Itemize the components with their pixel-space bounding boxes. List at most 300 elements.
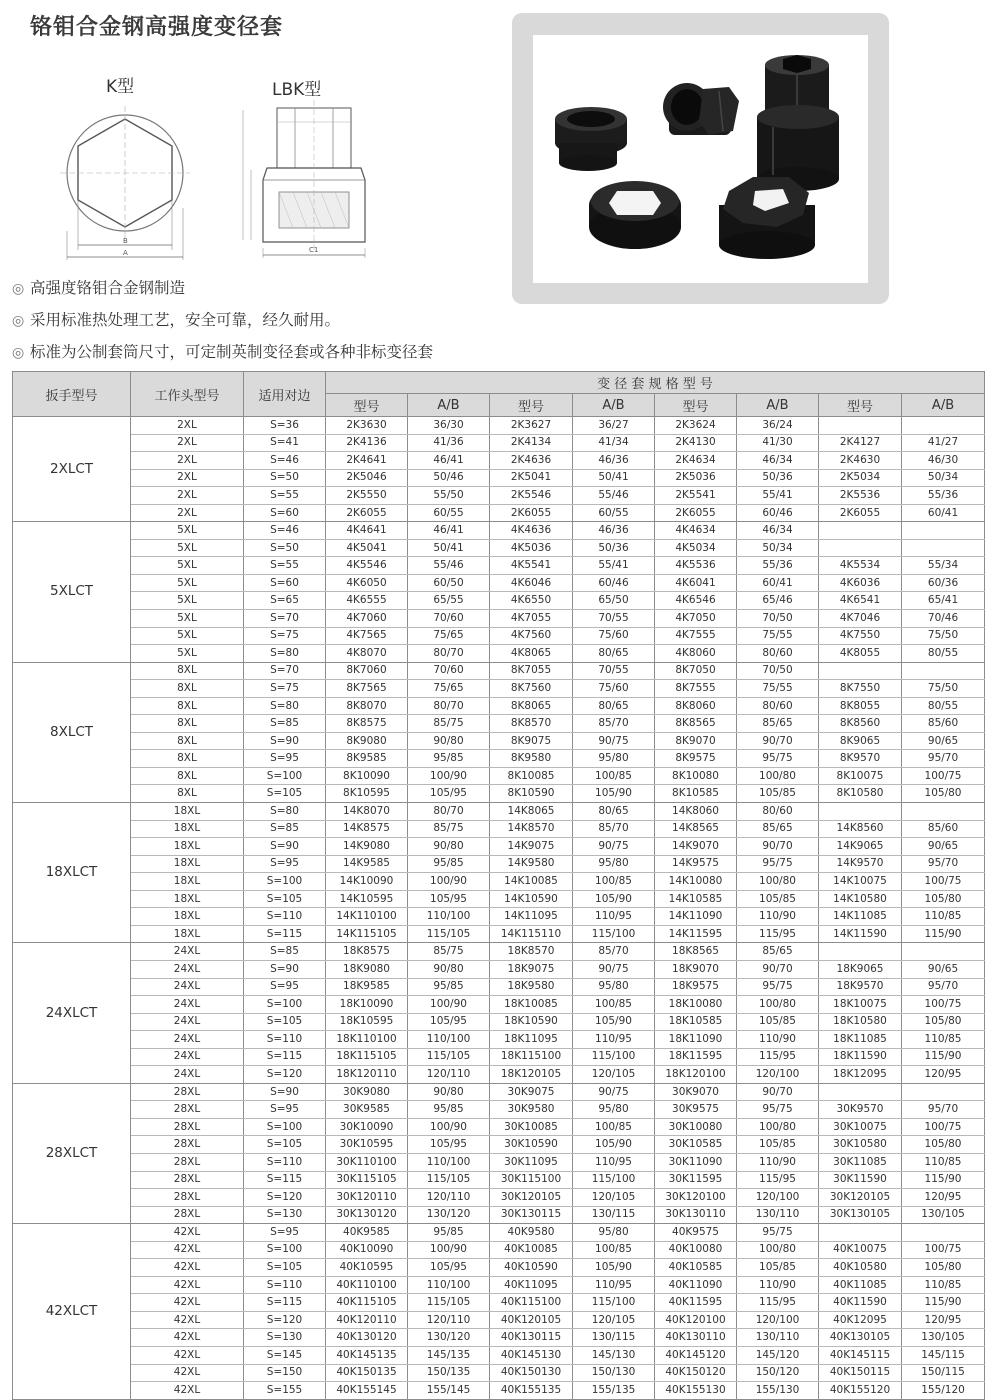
table-cell: 4K5534: [819, 557, 902, 575]
table-cell: 110/95: [573, 908, 655, 926]
table-cell: 115/100: [573, 1048, 655, 1066]
table-cell: 42XL: [131, 1241, 244, 1259]
table-cell: 18K11085: [819, 1031, 902, 1049]
table-cell: 40K115105: [326, 1294, 408, 1312]
table-cell: S=150: [244, 1364, 326, 1382]
lbk-dim: C1: [309, 246, 319, 254]
table-cell: 105/80: [902, 1013, 985, 1031]
table-cell: 4K5536: [655, 557, 737, 575]
table-cell: 8XL: [131, 697, 244, 715]
k-type-label: K型: [106, 77, 135, 97]
table-cell: 18XL: [131, 803, 244, 821]
table-cell: 46/36: [573, 522, 655, 540]
table-cell: 30K120105: [819, 1189, 902, 1207]
table-cell: 2XL: [131, 469, 244, 487]
table-cell: 60/55: [573, 504, 655, 522]
table-row: [13, 434, 985, 452]
table-cell: 115/90: [902, 1048, 985, 1066]
adapter-socket-3: [757, 55, 839, 191]
table-cell: 120/95: [902, 1189, 985, 1207]
table-cell: 8K9585: [326, 750, 408, 768]
table-cell: 2K4630: [819, 452, 902, 470]
table-row: [13, 1189, 985, 1207]
table-cell: 95/75: [737, 1101, 819, 1119]
table-cell: 80/55: [902, 645, 985, 663]
table-cell: 40K120100: [655, 1311, 737, 1329]
table-cell: 95/80: [573, 1224, 655, 1242]
table-cell: 115/100: [573, 1294, 655, 1312]
table-cell: 145/120: [737, 1346, 819, 1364]
wrench-model-cell: 18XLCT: [13, 803, 131, 943]
table-cell: S=120: [244, 1311, 326, 1329]
table-cell: 40K9580: [490, 1224, 573, 1242]
table-cell: 100/80: [737, 996, 819, 1014]
table-row: [13, 627, 985, 645]
table-cell: 40K11590: [819, 1294, 902, 1312]
table-cell: [902, 539, 985, 557]
table-cell: 40K10590: [490, 1259, 573, 1277]
table-cell: 14K10075: [819, 873, 902, 891]
table-cell: 85/75: [408, 820, 490, 838]
table-row: [13, 1101, 985, 1119]
table-cell: 28XL: [131, 1136, 244, 1154]
feature-text: 标准为公制套筒尺寸，可定制英制变径套或各种非标变径套: [30, 343, 434, 361]
table-cell: S=120: [244, 1066, 326, 1084]
table-row: [13, 487, 985, 505]
table-cell: S=85: [244, 943, 326, 961]
table-row: [13, 1066, 985, 1084]
table-cell: 18K10085: [490, 996, 573, 1014]
table-cell: 24XL: [131, 943, 244, 961]
header-model: 型号: [490, 394, 573, 417]
table-cell: 65/41: [902, 592, 985, 610]
table-cell: 115/105: [408, 1171, 490, 1189]
table-cell: 100/75: [902, 1118, 985, 1136]
table-cell: 30K10580: [819, 1136, 902, 1154]
table-cell: 2K4127: [819, 434, 902, 452]
table-cell: 40K9585: [326, 1224, 408, 1242]
table-cell: 18K9070: [655, 960, 737, 978]
table-cell: 8K9570: [819, 750, 902, 768]
table-cell: 42XL: [131, 1224, 244, 1242]
table-cell: 14K11095: [490, 908, 573, 926]
table-cell: [902, 662, 985, 680]
table-cell: 110/100: [408, 908, 490, 926]
table-cell: 4K4641: [326, 522, 408, 540]
table-cell: 28XL: [131, 1153, 244, 1171]
table-cell: 65/46: [737, 592, 819, 610]
table-cell: 4K6036: [819, 574, 902, 592]
table-cell: 90/65: [902, 732, 985, 750]
header-wrench: 扳手型号: [13, 372, 131, 417]
table-cell: 40K11085: [819, 1276, 902, 1294]
table-cell: 95/75: [737, 750, 819, 768]
table-cell: 30K9080: [326, 1083, 408, 1101]
table-row: [13, 1048, 985, 1066]
table-cell: 2K5041: [490, 469, 573, 487]
table-cell: 150/135: [408, 1364, 490, 1382]
table-cell: 100/90: [408, 1118, 490, 1136]
table-cell: 30K115105: [326, 1171, 408, 1189]
wrench-model-cell: 28XLCT: [13, 1083, 131, 1223]
table-cell: 40K10595: [326, 1259, 408, 1277]
table-cell: 18K10580: [819, 1013, 902, 1031]
table-cell: 50/36: [737, 469, 819, 487]
table-cell: 40K130110: [655, 1329, 737, 1347]
header-ab: A/B: [408, 394, 490, 417]
table-cell: 18K10595: [326, 1013, 408, 1031]
table-cell: 90/80: [408, 960, 490, 978]
table-cell: 42XL: [131, 1364, 244, 1382]
table-cell: 4K6046: [490, 574, 573, 592]
table-cell: 4K7565: [326, 627, 408, 645]
table-cell: 80/65: [573, 697, 655, 715]
table-cell: 18XL: [131, 890, 244, 908]
table-cell: 14K115105: [326, 925, 408, 943]
table-cell: 90/80: [408, 1083, 490, 1101]
table-cell: 55/50: [408, 487, 490, 505]
spec-table-body: [13, 417, 985, 1400]
table-cell: 40K110100: [326, 1276, 408, 1294]
table-cell: 120/100: [737, 1066, 819, 1084]
header-across: 适用对边: [244, 372, 326, 417]
table-cell: 90/65: [902, 960, 985, 978]
table-cell: [819, 1083, 902, 1101]
table-cell: 90/75: [573, 732, 655, 750]
table-cell: S=50: [244, 539, 326, 557]
table-row: [13, 645, 985, 663]
table-cell: 18K9585: [326, 978, 408, 996]
table-row: [13, 873, 985, 891]
table-cell: 145/135: [408, 1346, 490, 1364]
table-cell: 105/90: [573, 785, 655, 803]
table-row: [13, 1382, 985, 1400]
table-cell: S=60: [244, 574, 326, 592]
table-cell: [819, 943, 902, 961]
table-cell: S=60: [244, 504, 326, 522]
table-cell: 8XL: [131, 785, 244, 803]
table-cell: 2XL: [131, 434, 244, 452]
table-cell: 55/46: [573, 487, 655, 505]
table-row: [13, 820, 985, 838]
table-cell: 95/75: [737, 855, 819, 873]
table-cell: 18XL: [131, 838, 244, 856]
table-cell: 105/90: [573, 890, 655, 908]
table-cell: 95/80: [573, 855, 655, 873]
table-cell: S=65: [244, 592, 326, 610]
table-cell: 8K8575: [326, 715, 408, 733]
table-cell: 18K120110: [326, 1066, 408, 1084]
table-cell: 24XL: [131, 978, 244, 996]
table-cell: 8XL: [131, 750, 244, 768]
table-cell: 40K155135: [490, 1382, 573, 1400]
bullet-icon: ◎: [12, 313, 25, 329]
table-cell: 36/30: [408, 417, 490, 435]
table-cell: 105/85: [737, 890, 819, 908]
table-cell: 40K145130: [490, 1346, 573, 1364]
table-cell: 115/105: [408, 1294, 490, 1312]
table-cell: 100/85: [573, 873, 655, 891]
table-cell: 85/60: [902, 820, 985, 838]
table-cell: 14K110100: [326, 908, 408, 926]
table-cell: 100/75: [902, 1241, 985, 1259]
table-cell: S=130: [244, 1329, 326, 1347]
table-cell: 30K130105: [819, 1206, 902, 1224]
table-cell: [819, 539, 902, 557]
table-cell: S=90: [244, 732, 326, 750]
table-cell: 14K9075: [490, 838, 573, 856]
table-cell: 4K4636: [490, 522, 573, 540]
table-cell: 150/130: [573, 1364, 655, 1382]
table-cell: 8K8060: [655, 697, 737, 715]
table-row: [13, 417, 985, 435]
table-cell: S=50: [244, 469, 326, 487]
table-cell: 2K5034: [819, 469, 902, 487]
table-cell: 4K4634: [655, 522, 737, 540]
table-cell: 105/95: [408, 890, 490, 908]
table-cell: 100/80: [737, 767, 819, 785]
table-cell: 55/46: [408, 557, 490, 575]
table-cell: 65/50: [573, 592, 655, 610]
table-cell: 4K8055: [819, 645, 902, 663]
table-cell: 4K6050: [326, 574, 408, 592]
table-cell: 30K9580: [490, 1101, 573, 1119]
table-cell: 40K145115: [819, 1346, 902, 1364]
table-cell: 5XL: [131, 539, 244, 557]
table-cell: 40K12095: [819, 1311, 902, 1329]
table-cell: 14K10090: [326, 873, 408, 891]
table-cell: 42XL: [131, 1259, 244, 1277]
table-cell: 8XL: [131, 662, 244, 680]
table-cell: 14K10085: [490, 873, 573, 891]
table-cell: 40K11595: [655, 1294, 737, 1312]
table-cell: 30K120100: [655, 1189, 737, 1207]
table-cell: 14K9585: [326, 855, 408, 873]
table-cell: 90/80: [408, 732, 490, 750]
table-cell: 110/85: [902, 1031, 985, 1049]
table-cell: 110/85: [902, 908, 985, 926]
table-cell: 80/65: [573, 803, 655, 821]
table-row: [13, 1083, 985, 1101]
table-cell: 8K8065: [490, 697, 573, 715]
table-cell: 30K11095: [490, 1153, 573, 1171]
table-cell: 105/85: [737, 1136, 819, 1154]
feature-text: 采用标准热处理工艺，安全可靠，经久耐用。: [30, 311, 341, 329]
table-cell: 50/41: [408, 539, 490, 557]
table-row: [13, 680, 985, 698]
table-cell: 95/85: [408, 1224, 490, 1242]
table-cell: 120/105: [573, 1311, 655, 1329]
table-row: [13, 908, 985, 926]
table-cell: 24XL: [131, 1048, 244, 1066]
table-cell: 24XL: [131, 996, 244, 1014]
table-cell: S=80: [244, 697, 326, 715]
table-cell: 41/27: [902, 434, 985, 452]
table-cell: [819, 522, 902, 540]
bullet-icon: ◎: [12, 345, 25, 361]
table-cell: 8K7055: [490, 662, 573, 680]
table-cell: 30K10085: [490, 1118, 573, 1136]
table-cell: 24XL: [131, 1013, 244, 1031]
table-cell: 130/110: [737, 1206, 819, 1224]
table-cell: 8K8070: [326, 697, 408, 715]
table-cell: 18K9075: [490, 960, 573, 978]
table-cell: 100/75: [902, 996, 985, 1014]
table-cell: 75/50: [902, 627, 985, 645]
feature-item: [12, 336, 433, 368]
table-cell: S=70: [244, 610, 326, 628]
table-cell: 155/145: [408, 1382, 490, 1400]
table-cell: 8K10585: [655, 785, 737, 803]
table-cell: 115/100: [573, 925, 655, 943]
table-cell: 130/105: [902, 1206, 985, 1224]
wrench-model-cell: 42XLCT: [13, 1224, 131, 1399]
table-cell: 2K4130: [655, 434, 737, 452]
table-cell: 4K5036: [490, 539, 573, 557]
table-cell: 70/50: [737, 662, 819, 680]
table-cell: S=95: [244, 1224, 326, 1242]
table-cell: 105/95: [408, 1259, 490, 1277]
table-cell: S=105: [244, 890, 326, 908]
table-row: [13, 1136, 985, 1154]
table-cell: 100/85: [573, 767, 655, 785]
table-cell: 40K130115: [490, 1329, 573, 1347]
table-cell: 40K120110: [326, 1311, 408, 1329]
header-model: 型号: [655, 394, 737, 417]
table-cell: 95/85: [408, 1101, 490, 1119]
table-cell: 95/75: [737, 1224, 819, 1242]
table-row: [13, 1294, 985, 1312]
table-cell: 18K115100: [490, 1048, 573, 1066]
table-cell: S=46: [244, 522, 326, 540]
table-cell: 42XL: [131, 1294, 244, 1312]
table-cell: 18K12095: [819, 1066, 902, 1084]
table-cell: 30K9070: [655, 1083, 737, 1101]
table-cell: 100/90: [408, 1241, 490, 1259]
table-cell: 40K10090: [326, 1241, 408, 1259]
table-cell: 120/105: [573, 1066, 655, 1084]
table-cell: 105/85: [737, 1259, 819, 1277]
table-cell: S=90: [244, 960, 326, 978]
table-cell: S=95: [244, 1101, 326, 1119]
table-cell: 120/110: [408, 1189, 490, 1207]
table-cell: 105/90: [573, 1013, 655, 1031]
table-cell: S=110: [244, 908, 326, 926]
table-row: [13, 1224, 985, 1242]
table-cell: 120/100: [737, 1189, 819, 1207]
header-spec: 变 径 套 规 格 型 号: [326, 372, 985, 394]
k-dim-b: B: [123, 237, 128, 245]
table-cell: 85/70: [573, 943, 655, 961]
table-cell: 18K110100: [326, 1031, 408, 1049]
table-cell: 46/41: [408, 522, 490, 540]
table-row: [13, 1346, 985, 1364]
table-cell: 40K130120: [326, 1329, 408, 1347]
table-cell: 105/80: [902, 1136, 985, 1154]
table-cell: 130/120: [408, 1206, 490, 1224]
table-cell: 18K10090: [326, 996, 408, 1014]
table-cell: 30K10590: [490, 1136, 573, 1154]
table-cell: 30K110100: [326, 1153, 408, 1171]
header-model: 型号: [819, 394, 902, 417]
table-cell: 60/50: [408, 574, 490, 592]
table-cell: 70/60: [408, 610, 490, 628]
table-cell: 4K7560: [490, 627, 573, 645]
table-cell: 8XL: [131, 680, 244, 698]
table-cell: S=55: [244, 487, 326, 505]
table-cell: 85/65: [737, 943, 819, 961]
table-cell: 8K8055: [819, 697, 902, 715]
table-cell: 40K10580: [819, 1259, 902, 1277]
table-cell: 40K10585: [655, 1259, 737, 1277]
table-cell: 90/75: [573, 960, 655, 978]
table-cell: 2K4641: [326, 452, 408, 470]
table-cell: 145/115: [902, 1346, 985, 1364]
table-row: [13, 803, 985, 821]
table-cell: 95/85: [408, 750, 490, 768]
table-cell: 105/80: [902, 890, 985, 908]
table-row: [13, 715, 985, 733]
table-cell: S=105: [244, 1136, 326, 1154]
table-cell: S=41: [244, 434, 326, 452]
table-cell: 8K9075: [490, 732, 573, 750]
table-cell: 110/95: [573, 1031, 655, 1049]
table-cell: 2K3630: [326, 417, 408, 435]
table-cell: S=105: [244, 1013, 326, 1031]
table-cell: 30K10595: [326, 1136, 408, 1154]
table-cell: 150/115: [902, 1364, 985, 1382]
table-cell: 130/120: [408, 1329, 490, 1347]
table-cell: 14K10590: [490, 890, 573, 908]
table-cell: 2K3627: [490, 417, 573, 435]
table-row: [13, 1153, 985, 1171]
table-cell: 40K10085: [490, 1241, 573, 1259]
table-cell: 150/120: [737, 1364, 819, 1382]
table-cell: 18K10585: [655, 1013, 737, 1031]
table-row: [13, 943, 985, 961]
table-row: [13, 890, 985, 908]
k-type-drawing: [60, 98, 200, 268]
wrench-model-cell: 2XLCT: [13, 417, 131, 522]
table-cell: 18K11090: [655, 1031, 737, 1049]
table-row: [13, 978, 985, 996]
table-cell: 18K8575: [326, 943, 408, 961]
table-cell: 5XL: [131, 627, 244, 645]
table-cell: 14K9070: [655, 838, 737, 856]
table-cell: 4K7046: [819, 610, 902, 628]
table-cell: 95/70: [902, 750, 985, 768]
table-cell: 30K10585: [655, 1136, 737, 1154]
table-cell: 5XL: [131, 610, 244, 628]
bullet-icon: ◎: [12, 281, 25, 297]
table-cell: 8K10075: [819, 767, 902, 785]
table-cell: S=115: [244, 1294, 326, 1312]
table-cell: 115/100: [573, 1171, 655, 1189]
table-row: [13, 610, 985, 628]
table-cell: 18K8570: [490, 943, 573, 961]
table-cell: 8K9575: [655, 750, 737, 768]
header-ab: A/B: [737, 394, 819, 417]
table-cell: 50/36: [573, 539, 655, 557]
table-cell: 70/46: [902, 610, 985, 628]
table-cell: 120/95: [902, 1311, 985, 1329]
table-cell: 14K8565: [655, 820, 737, 838]
table-cell: 5XL: [131, 645, 244, 663]
table-cell: 110/90: [737, 1031, 819, 1049]
table-cell: 95/80: [573, 1101, 655, 1119]
table-cell: 70/50: [737, 610, 819, 628]
table-cell: 100/75: [902, 873, 985, 891]
